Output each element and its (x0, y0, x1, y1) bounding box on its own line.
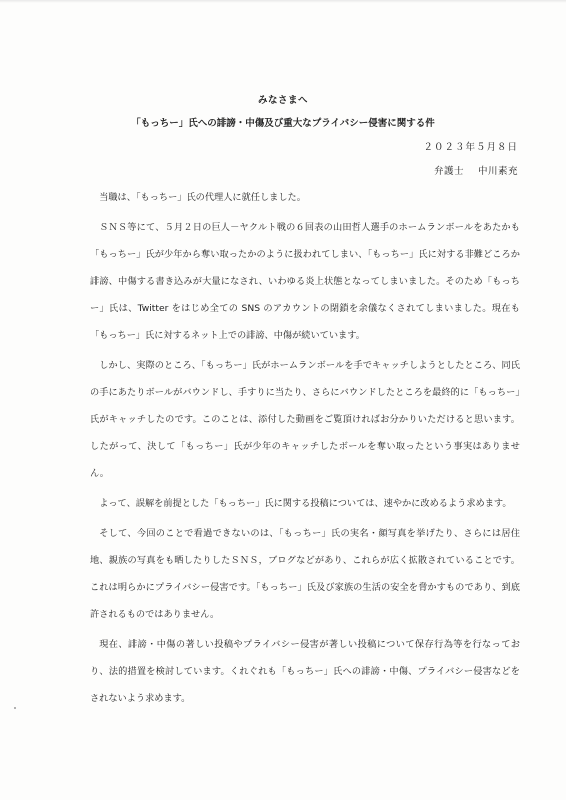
document-date: ２０２３年５月８日 (423, 142, 518, 153)
paragraph: 現在、誹謗・中傷の著しい投稿やプライバシー侵害が著しい投稿について保存行為等を行なっており、法的措置を検討しています。くれぐれも「もっちー」氏への誹謗・中傷、プライバシー侵害などをされないよう求めます。 (90, 639, 520, 704)
scan-speck (14, 707, 16, 709)
scan-edge (0, 0, 566, 3)
salutation: みなさまへ (257, 95, 308, 106)
paragraph: そして、今回のことで看過できないのは、「もっちー」氏の実名・顔写真を挙げたり、さらには居住地、親族の写真をも晒したりしたＳＮＳ，ブログなどがあり、これらが広く拡散されていることです。これは明らかにプライバシー侵害です。「もっちー」氏及び家族の生活の安全を脅かすものであり、到底許されるものではありません。 (90, 528, 520, 620)
document-body (90, 184, 520, 715)
author-role: 弁護士 (433, 166, 464, 177)
paragraph: 当職は、「もっちー」氏の代理人に就任しました。 (99, 192, 306, 203)
paragraph: しかし、実際のところ、「もっちー」氏がホームランボールを手でキャッチしようとしたところ、同氏の手にあたりボールがバウンドし、手すりに当たり、さらにバウンドしたところを最終的に「もっちー」氏がキャッチしたのです。このことは、添付した動画をご覧頂ければお分かりいただけると思います。したがって、決して「もっちー」氏が少年のキャッチしたボールを奪い取ったという事実はありません。 (90, 360, 520, 479)
author-name: 中川素充 (477, 166, 518, 177)
document-title: 「もっちー」氏への誹謗・中傷及び重大なプライバシー侵害に関する件 (131, 118, 435, 129)
paragraph: ＳＮＳ等にて、５月２日の巨人－ヤクルト戦の６回表の山田哲人選手のホームランボールをあたかも「もっちー」氏が少年から奪い取ったかのように扱われてしまい、「もっちー」氏に対する非難どころか誹謗、中傷する書き込みが大量になされ、いわゆる炎上状態となってしまいました。そのため「もっちー」氏は、Twitter をはじめ全ての SNS のアカウントの閉鎖を余儀なくされてしまいました。現在も「もっちー」氏に対するネット上での誹謗、中傷が続いています。 (90, 222, 520, 341)
author-line (434, 163, 518, 177)
paragraph: よって、誤解を前提とした「もっちー」氏に関する投稿については、速やかに改めるよう求めます。 (99, 498, 512, 509)
